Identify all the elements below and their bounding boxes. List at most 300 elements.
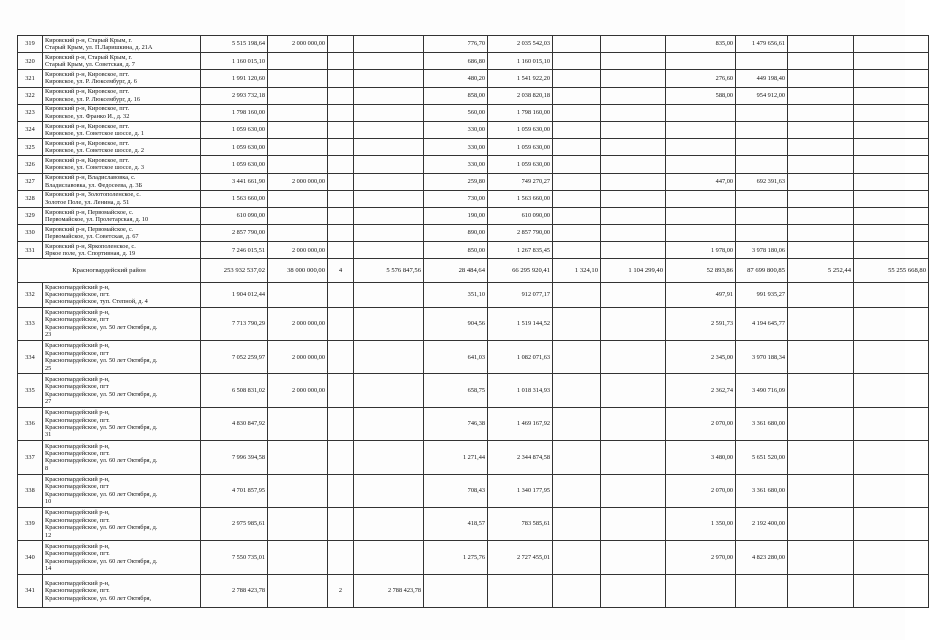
cell-f: 2 035 542,03 [488, 36, 553, 53]
table-row [18, 53, 929, 70]
cell-j: 3 978 180,06 [736, 242, 788, 259]
cell-b [268, 139, 328, 156]
cell-h [601, 139, 666, 156]
cell-e: 190,00 [424, 207, 488, 224]
cell-i [666, 207, 736, 224]
address-line: 23 [45, 331, 52, 339]
cell-f: 610 090,00 [488, 207, 553, 224]
table-row [18, 87, 929, 104]
cell-c [328, 173, 354, 190]
cell-d [354, 104, 424, 121]
cell-i: 588,00 [666, 87, 736, 104]
row-number: 330 [18, 225, 43, 242]
cell-h [601, 441, 666, 474]
cell-j: 4 823 280,00 [736, 541, 788, 574]
cell-b [268, 156, 328, 173]
cell-total: 1 059 630,00 [201, 156, 268, 173]
cell-g [553, 156, 601, 173]
table-row [18, 541, 929, 574]
row-number: 337 [18, 441, 43, 474]
table-row [18, 374, 929, 407]
cell-c [328, 121, 354, 138]
cell-l [854, 374, 929, 407]
address-line: Кировский р-н, Кировское, пгт. [45, 105, 130, 113]
cell-c [328, 307, 354, 340]
address-line: Кировский р-н, Кировское, пгт. [45, 122, 130, 130]
cell-b [268, 104, 328, 121]
cell-k [788, 508, 854, 541]
cell-g [553, 121, 601, 138]
cell-total: 2 857 790,00 [201, 225, 268, 242]
address-cell [43, 190, 201, 207]
row-number: 323 [18, 104, 43, 121]
address-line: Красногвардейский р-н, [45, 475, 110, 483]
address-line: Красногвардейское, ул. 50 лет Октября, д. [45, 424, 158, 432]
row-number: 341 [18, 574, 43, 607]
cell-h [601, 341, 666, 374]
cell-f: 783 585,61 [488, 508, 553, 541]
cell-e: 259,80 [424, 173, 488, 190]
cell-l [854, 282, 929, 307]
cell-b [268, 225, 328, 242]
cell-c [328, 341, 354, 374]
cell-l [854, 207, 929, 224]
address-line: Красногвардейское, ул. 60 лет Октября, [45, 594, 152, 602]
total-k: 5 252,44 [788, 259, 854, 282]
cell-j: 2 192 400,00 [736, 508, 788, 541]
address-cell [43, 541, 201, 574]
cell-e: 351,10 [424, 282, 488, 307]
cell-total: 6 508 831,02 [201, 374, 268, 407]
address-line: 25 [45, 364, 52, 372]
address-line: Красногвардейский р-н, [45, 342, 110, 350]
cell-total: 3 441 661,90 [201, 173, 268, 190]
cell-k [788, 36, 854, 53]
cell-e: 904,56 [424, 307, 488, 340]
table-row [18, 242, 929, 259]
table-row [18, 190, 929, 207]
cell-g [553, 173, 601, 190]
table-row [18, 36, 929, 53]
cell-j: 449 198,40 [736, 70, 788, 87]
address-line: Красногвардейский р-н, [45, 309, 110, 317]
cell-f: 2 344 874,58 [488, 441, 553, 474]
address-line: Кировское, ул. Советское шоссе, д. 2 [45, 147, 144, 155]
cell-i [666, 139, 736, 156]
cell-j: 3 361 680,00 [736, 474, 788, 507]
cell-k [788, 87, 854, 104]
address-line: Красногвардейское, пгт. [45, 290, 110, 298]
cell-c [328, 282, 354, 307]
cell-f: 2 857 790,00 [488, 225, 553, 242]
total-g: 1 324,10 [553, 259, 601, 282]
address-line: 31 [45, 431, 52, 439]
cell-g [553, 341, 601, 374]
cell-f: 1 798 160,00 [488, 104, 553, 121]
cell-j [736, 53, 788, 70]
address-line: Красногвардейское, пгт [45, 383, 109, 391]
cell-h [601, 53, 666, 70]
cell-j [736, 190, 788, 207]
table-row [18, 173, 929, 190]
cell-g [553, 242, 601, 259]
cell-b: 2 000 000,00 [268, 341, 328, 374]
cell-l [854, 173, 929, 190]
address-line: Красногвардейское, ул. 50 лет Октября, д. [45, 323, 158, 331]
cell-g [553, 282, 601, 307]
address-line: Красногвардейский р-н, [45, 283, 110, 291]
cell-k [788, 374, 854, 407]
total-i: 52 893,86 [666, 259, 736, 282]
table-row [18, 207, 929, 224]
cell-k [788, 121, 854, 138]
cell-d [354, 53, 424, 70]
cell-e: 330,00 [424, 156, 488, 173]
cell-d [354, 242, 424, 259]
cell-k [788, 104, 854, 121]
address-line: Красногвардейское, ул. 60 лет Октября, д. [45, 457, 158, 465]
cell-e: 560,00 [424, 104, 488, 121]
cell-k [788, 173, 854, 190]
cell-b [268, 474, 328, 507]
address-line: Старый Крым, ул. Советская, д. 7 [45, 61, 135, 69]
address-line: Красногвардейское, ул. 60 лет Октября, д. [45, 490, 158, 498]
table-row [18, 156, 929, 173]
row-number: 321 [18, 70, 43, 87]
cell-j: 3 970 188,34 [736, 341, 788, 374]
cell-i: 2 070,00 [666, 474, 736, 507]
cell-i [666, 121, 736, 138]
address-cell [43, 36, 201, 53]
address-line: Кировский р-н, Яркополенское, с. [45, 242, 136, 250]
cell-d [354, 508, 424, 541]
cell-e: 658,75 [424, 374, 488, 407]
cell-k [788, 341, 854, 374]
cell-l [854, 53, 929, 70]
row-number: 319 [18, 36, 43, 53]
address-line: Красногвардейское, пгт. [45, 587, 110, 595]
table-row [18, 341, 929, 374]
cell-total: 1 904 012,44 [201, 282, 268, 307]
total-f: 66 295 920,41 [488, 259, 553, 282]
cell-f: 1 469 167,92 [488, 407, 553, 440]
cell-f: 1 018 314,93 [488, 374, 553, 407]
cell-b [268, 282, 328, 307]
cell-i: 2 970,00 [666, 541, 736, 574]
cell-total: 1 798 160,00 [201, 104, 268, 121]
cell-l [854, 574, 929, 607]
cell-h [601, 156, 666, 173]
address-line: Красногвардейское, туп. Степной, д. 4 [45, 298, 148, 306]
address-line: Яркое поле, ул. Спортивная, д. 19 [45, 250, 136, 258]
cell-g [553, 508, 601, 541]
cell-total: 1 059 630,00 [201, 139, 268, 156]
cell-c [328, 190, 354, 207]
cell-f: 1 059 630,00 [488, 139, 553, 156]
cell-c [328, 87, 354, 104]
cell-k [788, 282, 854, 307]
address-line: 14 [45, 564, 52, 572]
cell-c [328, 242, 354, 259]
cell-j [736, 139, 788, 156]
cell-c [328, 407, 354, 440]
address-line: Кировское, ул. Франко И., д. 32 [45, 112, 130, 120]
cell-c: 2 [328, 574, 354, 607]
cell-j [736, 121, 788, 138]
cell-d [354, 87, 424, 104]
cell-h [601, 225, 666, 242]
cell-h [601, 541, 666, 574]
cell-d [354, 341, 424, 374]
table-row [18, 508, 929, 541]
cell-b [268, 207, 328, 224]
cell-d [354, 474, 424, 507]
cell-c [328, 225, 354, 242]
address-line: Кировский р-н, Кировское, пгт. [45, 157, 130, 164]
address-cell [43, 156, 201, 173]
cell-total: 610 090,00 [201, 207, 268, 224]
cell-b: 2 000 000,00 [268, 242, 328, 259]
cell-i: 2 345,00 [666, 341, 736, 374]
cell-b [268, 87, 328, 104]
address-cell [43, 508, 201, 541]
district-total-row [18, 259, 929, 282]
cell-l [854, 474, 929, 507]
cell-l [854, 541, 929, 574]
cell-g [553, 207, 601, 224]
address-line: Красногвардейское, пгт. [45, 450, 110, 457]
address-line: Золотое Поле, ул. Ленина, д. 51 [45, 198, 130, 206]
cell-j: 5 651 520,00 [736, 441, 788, 474]
address-line: Красногвардейский р-н, [45, 442, 110, 450]
total-c: 4 [328, 259, 354, 282]
cell-f: 1 519 144,52 [488, 307, 553, 340]
cell-k [788, 53, 854, 70]
cell-h [601, 574, 666, 607]
cell-g [553, 190, 601, 207]
cell-k [788, 407, 854, 440]
row-number: 338 [18, 474, 43, 507]
cell-total: 5 515 198,64 [201, 36, 268, 53]
cell-j [736, 156, 788, 173]
cell-l [854, 70, 929, 87]
table-row [18, 407, 929, 440]
row-number: 320 [18, 53, 43, 70]
cell-k [788, 190, 854, 207]
address-line: Кировское, ул. Советское шоссе, д. 3 [45, 164, 144, 172]
cell-total: 2 993 732,18 [201, 87, 268, 104]
cell-f: 2 727 455,01 [488, 541, 553, 574]
address-cell [43, 121, 201, 138]
cell-d [354, 70, 424, 87]
cell-d [354, 121, 424, 138]
address-line: Кировский р-н, Владиславовка, с. [45, 174, 136, 182]
cell-h [601, 242, 666, 259]
cell-i: 1 350,00 [666, 508, 736, 541]
cell-i [666, 53, 736, 70]
cell-b [268, 574, 328, 607]
cell-b [268, 70, 328, 87]
address-line: Кировский р-н, Кировское, пгт. [45, 139, 130, 147]
cell-d [354, 190, 424, 207]
address-line: Красногвардейский р-н, [45, 579, 110, 587]
table-row [18, 104, 929, 121]
cell-i: 2 362,74 [666, 374, 736, 407]
table-body [18, 36, 929, 608]
cell-b: 2 000 000,00 [268, 36, 328, 53]
cell-e: 1 275,76 [424, 541, 488, 574]
cell-f: 1 082 071,63 [488, 341, 553, 374]
table-row [18, 282, 929, 307]
cell-c [328, 441, 354, 474]
cell-e: 850,00 [424, 242, 488, 259]
cell-d [354, 207, 424, 224]
cell-b: 2 000 000,00 [268, 307, 328, 340]
address-cell [43, 207, 201, 224]
address-cell [43, 574, 201, 607]
address-line: Кировский р-н, Кировское, пгт. [45, 71, 130, 79]
cell-f: 912 077,17 [488, 282, 553, 307]
cell-c [328, 70, 354, 87]
cell-b [268, 508, 328, 541]
row-number: 328 [18, 190, 43, 207]
address-cell [43, 104, 201, 121]
row-number: 336 [18, 407, 43, 440]
cell-g [553, 70, 601, 87]
cell-i: 2 591,73 [666, 307, 736, 340]
cell-h [601, 282, 666, 307]
row-number: 331 [18, 242, 43, 259]
cell-f: 1 563 660,00 [488, 190, 553, 207]
cell-j: 991 935,27 [736, 282, 788, 307]
table-row [18, 474, 929, 507]
cell-g [553, 139, 601, 156]
address-line: Красногвардейское, пгт. [45, 550, 110, 558]
row-number: 324 [18, 121, 43, 138]
cell-total: 1 563 660,00 [201, 190, 268, 207]
cell-e: 330,00 [424, 121, 488, 138]
address-cell [43, 374, 201, 407]
cell-e: 890,00 [424, 225, 488, 242]
cell-g [553, 374, 601, 407]
cell-c [328, 139, 354, 156]
cell-i: 3 480,00 [666, 441, 736, 474]
cell-f: 1 340 177,95 [488, 474, 553, 507]
address-line: Красногвардейское, пгт [45, 316, 109, 324]
address-line: Красногвардейское, пгт. [45, 416, 110, 424]
cell-total: 7 713 790,29 [201, 307, 268, 340]
cell-c [328, 508, 354, 541]
address-line: Первомайское, ул. Пролетарская, д. 10 [45, 215, 149, 223]
cell-e [424, 574, 488, 607]
cell-i [666, 156, 736, 173]
cell-d [354, 407, 424, 440]
cell-k [788, 139, 854, 156]
cell-l [854, 242, 929, 259]
cell-h [601, 87, 666, 104]
address-line: Красногвардейский р-н, [45, 542, 110, 550]
row-number: 326 [18, 156, 43, 173]
cell-total: 1 160 015,10 [201, 53, 268, 70]
cell-l [854, 441, 929, 474]
cell-total: 1 059 630,00 [201, 121, 268, 138]
row-number: 325 [18, 139, 43, 156]
address-cell [43, 87, 201, 104]
address-cell [43, 307, 201, 340]
address-line: Красногвардейское, ул. 60 лет Октября, д. [45, 557, 158, 565]
cell-c [328, 374, 354, 407]
row-number: 339 [18, 508, 43, 541]
address-line: Кировский р-н, Золотополенское, с. [45, 191, 141, 199]
cell-b: 2 000 000,00 [268, 173, 328, 190]
cell-e: 1 271,44 [424, 441, 488, 474]
cell-k [788, 207, 854, 224]
cell-j [736, 104, 788, 121]
cell-l [854, 36, 929, 53]
cell-h [601, 474, 666, 507]
cell-l [854, 121, 929, 138]
address-line: Кировский р-н, Старый Крым, г. [45, 36, 132, 44]
cell-g [553, 36, 601, 53]
cell-b [268, 407, 328, 440]
table-row [18, 139, 929, 156]
row-number: 340 [18, 541, 43, 574]
cell-g [553, 441, 601, 474]
cell-d [354, 139, 424, 156]
address-line: Красногвардейское, ул. 50 лет Октября, д. [45, 357, 158, 365]
cell-l [854, 225, 929, 242]
cell-d [354, 282, 424, 307]
cell-d [354, 307, 424, 340]
cell-f: 1 541 922,20 [488, 70, 553, 87]
cell-c [328, 541, 354, 574]
cell-f [488, 574, 553, 607]
cell-h [601, 407, 666, 440]
cell-h [601, 121, 666, 138]
cell-e: 708,43 [424, 474, 488, 507]
address-cell [43, 70, 201, 87]
cell-j: 954 912,00 [736, 87, 788, 104]
cell-h [601, 173, 666, 190]
cell-g [553, 407, 601, 440]
cell-j [736, 207, 788, 224]
cell-f: 2 038 820,18 [488, 87, 553, 104]
cell-i: 1 978,00 [666, 242, 736, 259]
district-name: Красногвардейский район [18, 259, 201, 282]
address-line: Кировский р-н, Первомайское, с. [45, 208, 134, 216]
address-line: 12 [45, 531, 52, 539]
cell-h [601, 36, 666, 53]
address-line: Красногвардейское, пгт [45, 349, 109, 357]
cell-l [854, 307, 929, 340]
cell-h [601, 104, 666, 121]
table-row [18, 307, 929, 340]
cell-l [854, 104, 929, 121]
cell-c [328, 53, 354, 70]
cell-c [328, 474, 354, 507]
cell-k [788, 70, 854, 87]
cell-b [268, 541, 328, 574]
address-line: Владиславовка, ул. Федосеева, д. 3Б [45, 181, 143, 189]
cell-h [601, 190, 666, 207]
address-line: Кировский р-н, Старый Крым, г. [45, 53, 132, 61]
cell-h [601, 374, 666, 407]
address-line: 10 [45, 498, 52, 506]
total-h: 1 104 299,40 [601, 259, 666, 282]
total-total: 253 932 537,02 [201, 259, 268, 282]
cell-total: 4 830 847,92 [201, 407, 268, 440]
cell-g [553, 307, 601, 340]
